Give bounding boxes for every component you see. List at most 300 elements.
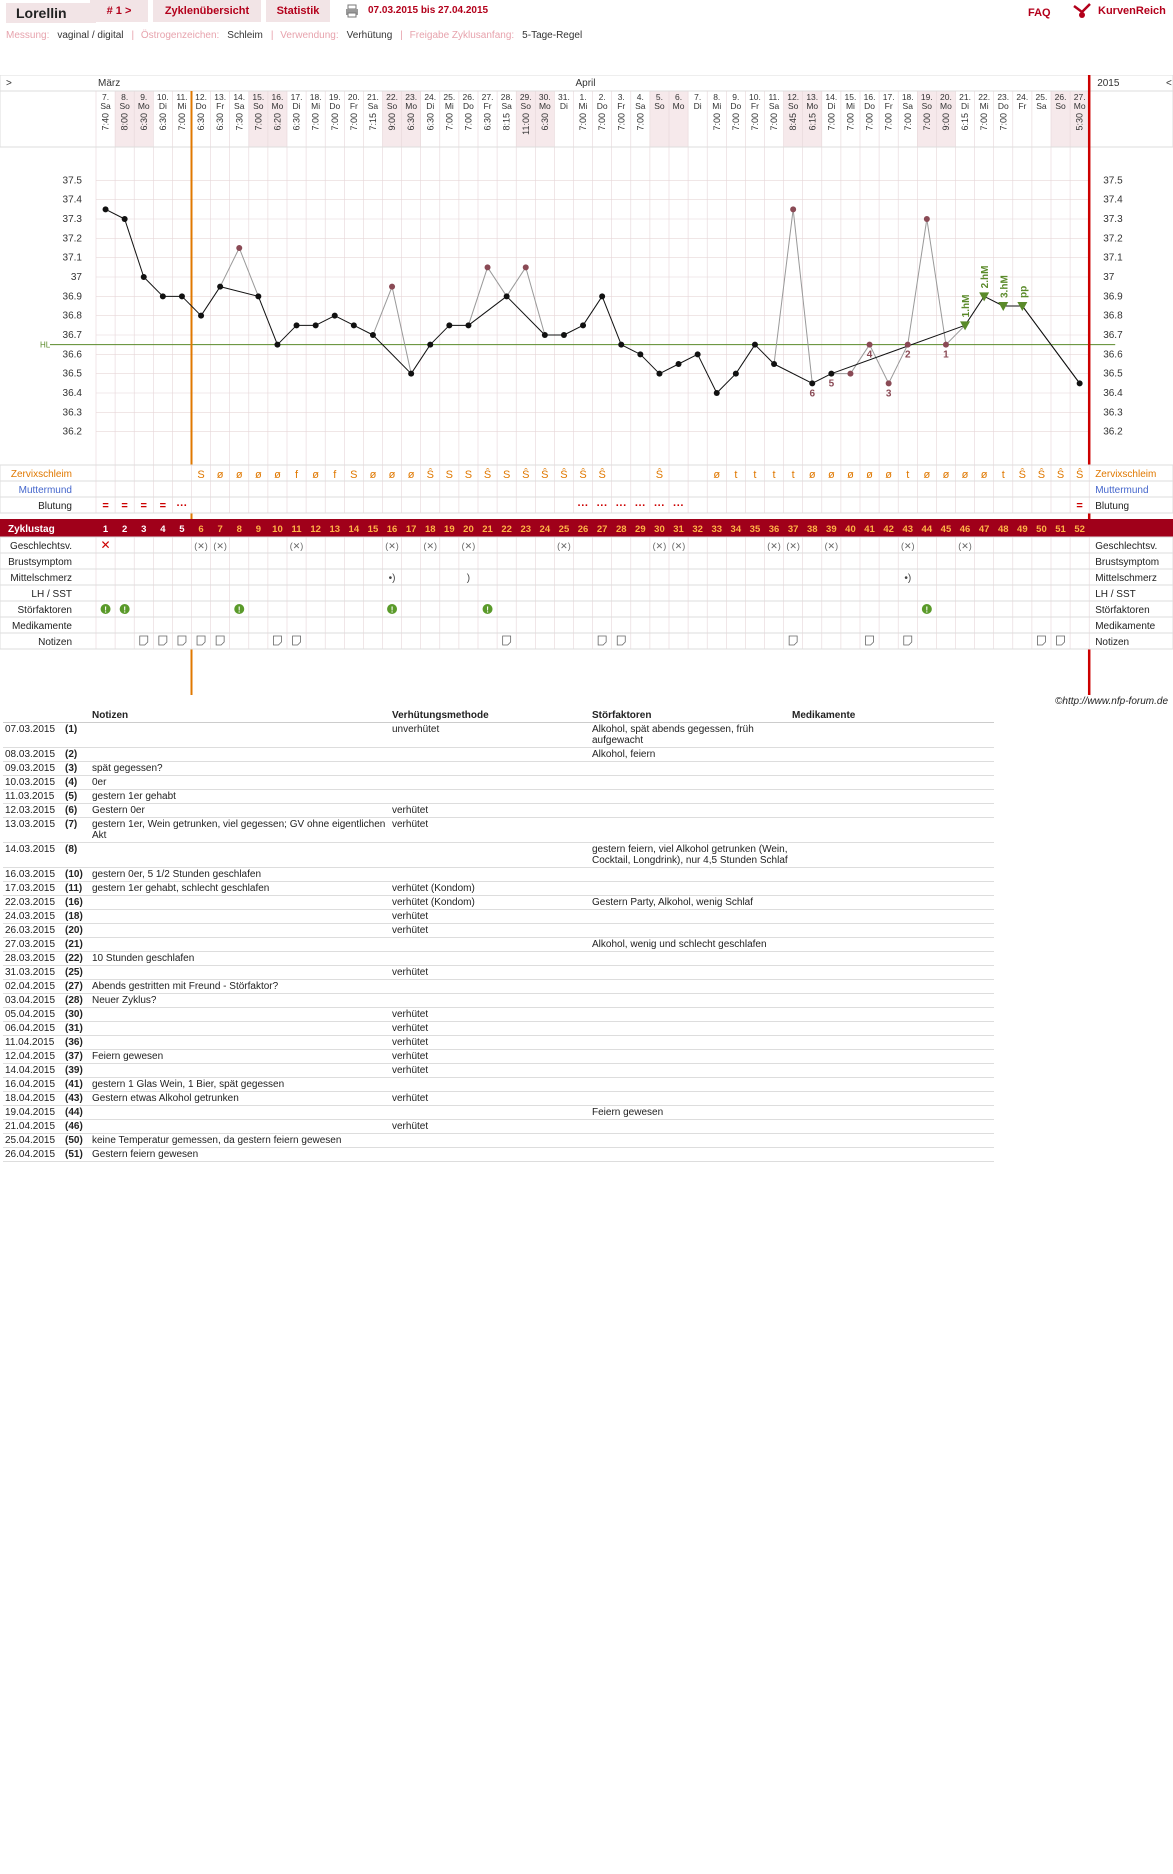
- high-marker-label: 2.hM: [980, 265, 992, 289]
- intercourse-mark: (✕): [213, 541, 227, 551]
- faq-link[interactable]: FAQ: [1028, 7, 1051, 19]
- weekday-label: Di: [559, 101, 568, 111]
- temp-point: [847, 371, 853, 377]
- weekday-label: Do: [195, 101, 207, 111]
- date-label: 8.: [713, 92, 721, 102]
- time-label: 6:30: [425, 113, 436, 131]
- cycle-day-number: 48: [997, 524, 1009, 535]
- cell-note: Gestern feiern gewesen: [90, 1148, 390, 1162]
- cycle-day-number: 37: [787, 524, 799, 535]
- cell-disturb: [590, 980, 790, 994]
- temp-point: [198, 313, 204, 319]
- cycle-day-number: 24: [539, 524, 551, 535]
- weekday-label: Di: [292, 101, 301, 111]
- estrogen-value: Schleim: [227, 30, 263, 41]
- weekday-label: Mo: [940, 101, 952, 111]
- cell-note: [90, 1008, 390, 1022]
- temp-point: [561, 332, 567, 338]
- note-icon[interactable]: [617, 636, 625, 645]
- weekday-label: Do: [596, 101, 608, 111]
- cell-note: gestern 1er gehabt, schlecht geschlafen: [90, 882, 390, 896]
- cell-meds: [790, 896, 994, 910]
- cell-date: 05.04.2015: [3, 1008, 63, 1022]
- temp-point: [389, 284, 395, 290]
- mucus-mark: t: [734, 469, 738, 481]
- cell-note: [90, 938, 390, 952]
- ytick-left: 36.9: [62, 291, 82, 303]
- cell-method: [390, 938, 590, 952]
- mucus-mark: Ŝ: [1018, 469, 1027, 481]
- cell-note: [90, 910, 390, 924]
- date-label: 5.: [655, 92, 663, 102]
- cell-cycle: (41): [63, 1078, 90, 1092]
- cell-disturb: [590, 762, 790, 776]
- mucus-mark: S: [445, 469, 454, 481]
- temp-bridge-line: [468, 296, 506, 325]
- cell-date: 16.04.2015: [3, 1078, 63, 1092]
- table-row: [3, 843, 994, 868]
- date-range: 07.03.2015 bis 27.04.2015: [368, 5, 489, 16]
- note-icon[interactable]: [293, 636, 301, 645]
- cell-cycle: (36): [63, 1036, 90, 1050]
- note-icon[interactable]: [140, 636, 148, 645]
- cell-cycle: (39): [63, 1064, 90, 1078]
- cycle-selector[interactable]: # 1 >: [90, 0, 148, 22]
- weekday-label: Mi: [979, 101, 989, 111]
- cell-date: 07.03.2015: [3, 723, 63, 748]
- time-label: 7:00: [711, 113, 722, 131]
- mucus-mark: Ŝ: [1037, 469, 1046, 481]
- bleeding-mark: ···: [596, 500, 608, 512]
- cell-method: [390, 952, 590, 966]
- point-label: 3: [885, 388, 892, 400]
- usage-label: Verwendung:: [280, 30, 339, 41]
- cell-cycle: (43): [63, 1092, 90, 1106]
- mucus-mark: t: [906, 469, 910, 481]
- cell-note: Abends gestritten mit Freund - Störfaktor?: [90, 980, 390, 994]
- temp-point: [236, 245, 242, 251]
- mucus-mark: ø: [923, 469, 931, 481]
- cell-note: [90, 748, 390, 762]
- disturb-mark: !: [486, 605, 489, 615]
- time-label: 6:30: [539, 113, 550, 131]
- cell-disturb: [590, 776, 790, 790]
- intercourse-mark: (✕): [652, 541, 667, 551]
- cycle-day-number: 27: [596, 524, 608, 535]
- tab-statistics[interactable]: Statistik: [266, 0, 330, 22]
- row-label-right-lh: LH / SST: [1095, 589, 1136, 600]
- table-row: [3, 1134, 994, 1148]
- cell-note: gestern 1er gehabt: [90, 790, 390, 804]
- weekday-label: Mi: [444, 101, 454, 111]
- mucus-mark: Ŝ: [579, 469, 587, 481]
- row-label-right-midpain: Mittelschmerz: [1095, 573, 1157, 584]
- table-row: [3, 1022, 994, 1036]
- temp-point: [427, 342, 433, 348]
- row-intercourse: [0, 537, 1173, 553]
- mucus-mark: t: [1001, 469, 1005, 481]
- row-breast: [0, 553, 1173, 569]
- cycle-day-number: 13: [329, 524, 341, 535]
- table-row: [3, 966, 994, 980]
- date-label: 10.: [156, 92, 169, 102]
- cell-meds: [790, 723, 994, 748]
- cell-cycle: (27): [63, 980, 90, 994]
- temp-point: [294, 322, 300, 328]
- cell-date: 26.04.2015: [3, 1148, 63, 1162]
- midpain-mark: ): [466, 573, 471, 584]
- note-icon[interactable]: [216, 636, 224, 645]
- weekday-label: Fr: [483, 101, 492, 111]
- table-row: [3, 1036, 994, 1050]
- month-label: April: [575, 78, 596, 89]
- cycle-day-number: 30: [654, 524, 665, 535]
- temp-point: [676, 361, 682, 367]
- cell-cycle: (11): [63, 882, 90, 896]
- cell-method: verhütet: [390, 1036, 590, 1050]
- date-label: 25.: [443, 92, 456, 102]
- temp-point: [733, 371, 739, 377]
- cell-disturb: [590, 1036, 790, 1050]
- bleeding-mark: ···: [176, 500, 188, 512]
- bleeding-mark: ···: [673, 500, 685, 512]
- ytick-right: 37.2: [1103, 233, 1123, 245]
- note-icon[interactable]: [503, 636, 511, 645]
- note-icon[interactable]: [197, 636, 205, 645]
- cell-date: 24.03.2015: [3, 910, 63, 924]
- table-row: [3, 1078, 994, 1092]
- mucus-mark: S: [350, 469, 358, 481]
- row-label-right-notes: Notizen: [1095, 637, 1130, 648]
- temp-point: [580, 322, 586, 328]
- table-row: [3, 924, 994, 938]
- note-icon[interactable]: [159, 636, 167, 645]
- ytick-left: 36.3: [62, 407, 82, 419]
- cell-method: unverhütet: [390, 723, 590, 748]
- table-row: [3, 776, 994, 790]
- intercourse-mark: (✕): [194, 541, 208, 551]
- date-label: 15.: [252, 92, 265, 102]
- header-meds: Medikamente: [790, 709, 994, 723]
- estrogen-label: Östrogenzeichen:: [140, 30, 220, 41]
- month-label: März: [98, 78, 121, 89]
- weekday-label: So: [119, 101, 130, 111]
- intercourse-mark: (✕): [767, 541, 781, 551]
- temp-point: [122, 216, 128, 222]
- cell-note: [90, 966, 390, 980]
- cell-cycle: (4): [63, 776, 90, 790]
- cycle-day-number: 2: [122, 524, 128, 535]
- temp-point: [714, 390, 720, 396]
- midpain-mark: •): [388, 573, 396, 584]
- time-label: 7:00: [463, 113, 474, 131]
- time-label: 6:15: [807, 113, 818, 131]
- cell-cycle: (31): [63, 1022, 90, 1036]
- weekday-label: Mo: [806, 101, 819, 111]
- date-label: 24.: [424, 92, 437, 102]
- cell-meds: [790, 790, 994, 804]
- temp-point: [370, 332, 376, 338]
- print-icon[interactable]: [345, 4, 359, 18]
- cycle-day-number: 51: [1055, 524, 1066, 535]
- mucus-mark: f: [333, 469, 337, 481]
- cell-meds: [790, 1134, 994, 1148]
- ytick-left: 36.6: [62, 349, 82, 361]
- date-label: 4.: [636, 92, 644, 102]
- cell-method: verhütet: [390, 804, 590, 818]
- row-label-intercourse: Geschlechtsv.: [9, 541, 72, 552]
- mucus-mark: ø: [312, 469, 320, 481]
- cell-method: verhütet: [390, 966, 590, 980]
- cell-date: 12.04.2015: [3, 1050, 63, 1064]
- cell-meds: [790, 868, 994, 882]
- date-label: 14.: [233, 92, 246, 102]
- measure-value: vaginal / digital: [57, 30, 124, 41]
- date-label: 9.: [140, 92, 148, 102]
- cell-cycle: (51): [63, 1148, 90, 1162]
- date-label: 23.: [405, 92, 418, 102]
- cell-disturb: [590, 952, 790, 966]
- ytick-left: 36.7: [62, 330, 82, 341]
- note-icon[interactable]: [273, 636, 281, 645]
- hl-label: HL: [40, 340, 51, 350]
- table-row: [3, 723, 994, 748]
- cycle-day-number: 25: [558, 524, 570, 535]
- mucus-mark: ø: [235, 469, 243, 481]
- row-label-right-mucus: Zervixschleim: [1095, 469, 1157, 480]
- ytick-right: 36.9: [1103, 291, 1123, 303]
- weekday-label: Di: [426, 101, 435, 111]
- ytick-right: 36.7: [1103, 330, 1123, 341]
- cycle-day-number: 1: [102, 524, 109, 535]
- high-marker-label: pp: [1018, 285, 1030, 298]
- logo[interactable]: [1072, 2, 1172, 20]
- bleeding-mark: =: [159, 500, 167, 512]
- date-label: 6.: [675, 92, 683, 102]
- table-row: [3, 818, 994, 843]
- mucus-mark: ø: [961, 469, 969, 481]
- cell-date: 17.03.2015: [3, 882, 63, 896]
- intercourse-mark: (✕): [824, 541, 839, 551]
- temp-point: [103, 206, 109, 212]
- usage-value: Verhütung: [346, 30, 393, 41]
- cycle-day-number: 34: [730, 524, 742, 535]
- cycle-day-number: 39: [826, 524, 837, 535]
- cell-meds: [790, 980, 994, 994]
- cell-method: [390, 1148, 590, 1162]
- date-label: 20.: [940, 92, 952, 102]
- cell-method: verhütet (Kondom): [390, 896, 590, 910]
- disturb-mark: !: [104, 605, 107, 615]
- time-label: 6:30: [157, 113, 168, 131]
- disturb-mark: !: [390, 605, 394, 615]
- ytick-left: 37.1: [62, 252, 82, 264]
- cell-date: 11.03.2015: [3, 790, 63, 804]
- cell-method: [390, 748, 590, 762]
- date-label: 15.: [844, 92, 857, 102]
- cell-date: 11.04.2015: [3, 1036, 63, 1050]
- cycle-day-number: 23: [520, 524, 532, 535]
- cell-date: 28.03.2015: [3, 952, 63, 966]
- temp-point: [408, 371, 414, 377]
- date-label: 7.: [694, 92, 702, 102]
- time-label: 7:00: [176, 113, 187, 131]
- time-label: 7:00: [597, 113, 608, 131]
- cell-note: [90, 1022, 390, 1036]
- cell-note: [90, 896, 390, 910]
- time-label: 7:00: [348, 113, 359, 131]
- cell-date: 19.04.2015: [3, 1106, 63, 1120]
- cycle-day-number: 17: [405, 524, 417, 535]
- weekday-label: Sa: [234, 101, 245, 111]
- weekday-label: Fr: [349, 101, 358, 111]
- mucus-mark: Ŝ: [560, 469, 568, 481]
- weekday-label: Sa: [367, 101, 379, 111]
- cell-date: 26.03.2015: [3, 924, 63, 938]
- date-label: 9.: [732, 92, 740, 102]
- note-icon[interactable]: [1037, 636, 1045, 645]
- mucus-mark: ø: [980, 469, 988, 481]
- cell-meds: [790, 1092, 994, 1106]
- cycle-day-number: 11: [291, 524, 302, 535]
- date-label: 11.: [176, 92, 188, 102]
- cycle-day-number: 46: [959, 524, 971, 535]
- cell-note: Gestern etwas Alkohol getrunken: [90, 1092, 390, 1106]
- note-icon[interactable]: [904, 636, 912, 645]
- mucus-mark: Ŝ: [655, 469, 664, 481]
- temp-point: [485, 264, 491, 270]
- temp-point: [637, 351, 643, 357]
- table-row: [3, 762, 994, 776]
- date-label: 12.: [195, 92, 207, 102]
- cell-meds: [790, 966, 994, 980]
- table-row: [3, 804, 994, 818]
- temp-point: [599, 293, 605, 299]
- ytick-left: 36.2: [62, 426, 82, 438]
- cell-disturb: [590, 804, 790, 818]
- temp-point: [351, 322, 357, 328]
- note-icon[interactable]: [1057, 636, 1065, 645]
- intercourse-mark: (✕): [786, 541, 800, 551]
- cell-disturb: [590, 1050, 790, 1064]
- cycle-day-number: 7: [217, 524, 223, 535]
- cell-method: verhütet: [390, 1022, 590, 1036]
- cell-method: verhütet: [390, 924, 590, 938]
- note-icon[interactable]: [598, 636, 606, 645]
- date-label: 28.: [500, 92, 513, 102]
- disturb-mark: !: [925, 605, 929, 615]
- point-label: 4: [866, 349, 873, 361]
- cell-meds: [790, 910, 994, 924]
- weekday-label: Mo: [271, 101, 284, 111]
- temp-point: [867, 342, 873, 348]
- temp-point: [465, 322, 471, 328]
- cell-cycle: (22): [63, 952, 90, 966]
- bleeding-mark: =: [140, 500, 147, 512]
- row-notes: [0, 633, 1173, 649]
- date-label: 27.: [481, 92, 494, 102]
- logo-icon: [1072, 2, 1092, 20]
- notes-header-row: [3, 709, 994, 723]
- row-lh: [0, 585, 1173, 601]
- cell-meds: [790, 882, 994, 896]
- cell-meds: [790, 762, 994, 776]
- cell-note: Gestern 0er: [90, 804, 390, 818]
- date-label: 17.: [290, 92, 303, 102]
- time-label: 11:00: [520, 113, 531, 135]
- mucus-mark: S: [464, 469, 473, 481]
- cell-disturb: [590, 924, 790, 938]
- cell-cycle: (30): [63, 1008, 90, 1022]
- high-marker-label: 1.hM: [961, 294, 973, 318]
- cell-meds: [790, 748, 994, 762]
- table-row: [3, 1050, 994, 1064]
- time-label: 6:20: [272, 113, 283, 131]
- cycle-day-number: 49: [1017, 524, 1028, 535]
- header-notes: Notizen: [90, 709, 390, 723]
- table-row: [3, 790, 994, 804]
- weekday-label: Mi: [311, 101, 321, 111]
- temp-point: [504, 293, 510, 299]
- weekday-label: Mo: [1073, 101, 1086, 111]
- cycle-day-number: 8: [236, 524, 242, 535]
- weekday-label: Di: [961, 101, 970, 111]
- cell-date: 02.04.2015: [3, 980, 63, 994]
- table-row: [3, 1092, 994, 1106]
- row-label-disturb: Störfaktoren: [17, 605, 72, 616]
- ytick-left: 37.4: [62, 194, 82, 206]
- date-label: 16.: [863, 92, 876, 102]
- table-row: [3, 896, 994, 910]
- cycle-day-number: 3: [141, 524, 147, 535]
- cell-date: 09.03.2015: [3, 762, 63, 776]
- cell-method: [390, 843, 590, 868]
- point-label: 2: [904, 349, 911, 361]
- cycle-day-number: 16: [386, 524, 398, 535]
- cycle-day-number: 9: [255, 524, 261, 535]
- high-marker: [979, 292, 989, 301]
- cell-date: 27.03.2015: [3, 938, 63, 952]
- date-label: 26.: [1054, 92, 1067, 102]
- temp-point: [905, 342, 911, 348]
- cell-method: verhütet (Kondom): [390, 882, 590, 896]
- note-icon[interactable]: [789, 636, 797, 645]
- cell-meds: [790, 938, 994, 952]
- intercourse-mark: (✕): [385, 541, 399, 551]
- date-label: 14.: [825, 92, 838, 102]
- time-label: 5:30: [1074, 113, 1085, 131]
- top-bar: [0, 0, 1173, 24]
- date-label: 1.: [579, 92, 587, 102]
- cell-meds: [790, 1106, 994, 1120]
- note-icon[interactable]: [178, 636, 186, 645]
- row-label-meds: Medikamente: [11, 621, 72, 632]
- cell-meds: [790, 843, 994, 868]
- copyright: ©http://www.nfp-forum.de: [1055, 696, 1168, 707]
- row-cervix: [0, 481, 1173, 497]
- date-label: 10.: [749, 92, 761, 102]
- cell-method: [390, 1106, 590, 1120]
- note-icon[interactable]: [866, 636, 874, 645]
- weekday-label: So: [520, 101, 531, 111]
- weekday-label: Mo: [405, 101, 418, 111]
- cell-disturb: [590, 1022, 790, 1036]
- temp-point: [828, 371, 834, 377]
- cell-disturb: [590, 966, 790, 980]
- time-label: 6:30: [406, 113, 417, 131]
- weekday-label: Mo: [672, 101, 685, 111]
- tab-cycle-overview[interactable]: Zyklenübersicht: [153, 0, 261, 22]
